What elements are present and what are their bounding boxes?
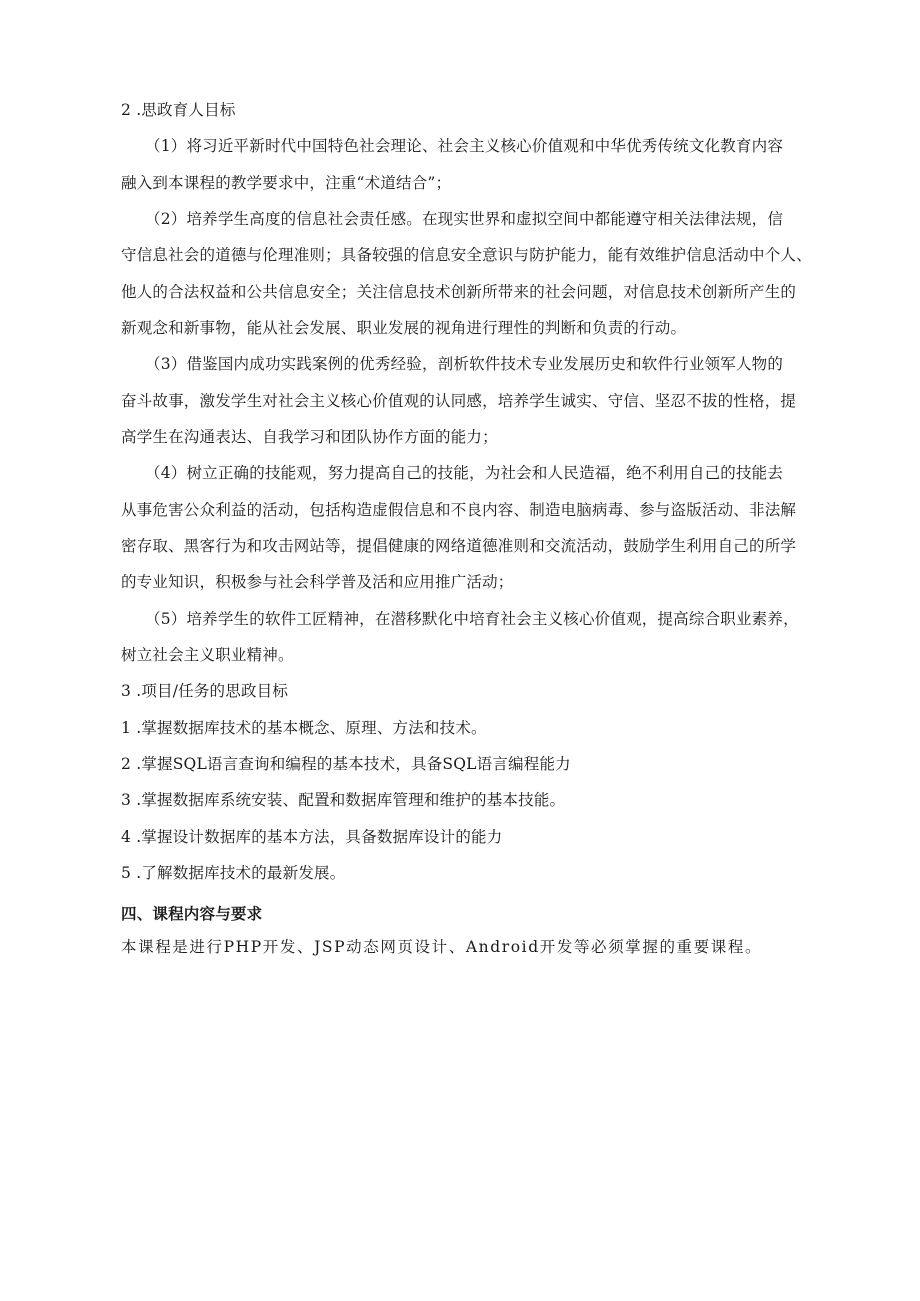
paragraph-1-line-2: 融入到本课程的教学要求中，注重“术道结合”； xyxy=(121,174,452,192)
paragraph-4-line-2: 从事危害公众利益的活动，包括构造虚假信息和不良内容、制造电脑病毒、参与盗版活动、非法解 xyxy=(121,501,797,519)
paragraph-3-line-3: 高学生在沟通表达、自我学习和团队协作方面的能力； xyxy=(121,428,498,446)
objective-item-5: 5 .了解数据库技术的最新发展。 xyxy=(121,864,346,882)
paragraph-3-line-1: （3）借鉴国内成功实践案例的优秀经验，剖析软件技术专业发展历史和软件行业领军人物的 xyxy=(145,355,784,373)
paragraph-2-line-2: 守信息社会的道德与伦理准则；具备较强的信息安全意识与防护能力，能有效维护信息活动中个人、 xyxy=(121,246,812,264)
paragraph-4-line-3: 密存取、黑客行为和攻击网站等，提倡健康的网络道德准则和交流活动，鼓励学生利用自己的所学 xyxy=(121,537,797,555)
paragraph-4-line-1: （4）树立正确的技能观，努力提高自己的技能，为社会和人民造福，绝不利用自己的技能去 xyxy=(145,464,784,482)
paragraph-2-line-1: （2）培养学生高度的信息社会责任感。在现实世界和虚拟空间中都能遵守相关法律法规，信 xyxy=(145,210,784,228)
section-4-body: 本课程是进行PHP开发、JSP动态网页设计、Android开发等必须掌握的重要课程。 xyxy=(121,938,763,956)
objective-item-1: 1 .掌握数据库技术的基本概念、原理、方法和技术。 xyxy=(121,719,487,737)
paragraph-1-line-1: （1）将习近平新时代中国特色社会理论、社会主义核心价值观和中华优秀传统文化教育内容 xyxy=(145,137,784,155)
objective-item-2: 2 .掌握SQL语言查询和编程的基本技术，具备SQL语言编程能力 xyxy=(121,755,571,773)
section-4-heading: 四、课程内容与要求 xyxy=(121,905,263,923)
paragraph-3-line-2: 奋斗故事，激发学生对社会主义核心价值观的认同感，培养学生诚实、守信、坚忍不拔的性格，提 xyxy=(121,392,797,410)
objective-item-3: 3 .掌握数据库系统安装、配置和数据库管理和维护的基本技能。 xyxy=(121,791,566,809)
section-2-heading: 2 .思政育人目标 xyxy=(121,101,236,119)
paragraph-5-line-2: 树立社会主义职业精神。 xyxy=(121,646,294,664)
paragraph-4-line-4: 的专业知识，积极参与社会科学普及活和应用推广活动； xyxy=(121,573,514,591)
section-3-heading: 3 .项目/任务的思政目标 xyxy=(121,682,289,700)
paragraph-2-line-4: 新观念和新事物，能从社会发展、职业发展的视角进行理性的判断和负责的行动。 xyxy=(121,319,687,337)
paragraph-2-line-3: 他人的合法权益和公共信息安全；关注信息技术创新所带来的社会问题，对信息技术创新所产生的 xyxy=(121,283,797,301)
objective-item-4: 4 .掌握设计数据库的基本方法，具备数据库设计的能力 xyxy=(121,828,503,846)
paragraph-5-line-1: （5）培养学生的软件工匠精神，在潜移默化中培育社会主义核心价值观，提高综合职业素养， xyxy=(145,610,799,628)
